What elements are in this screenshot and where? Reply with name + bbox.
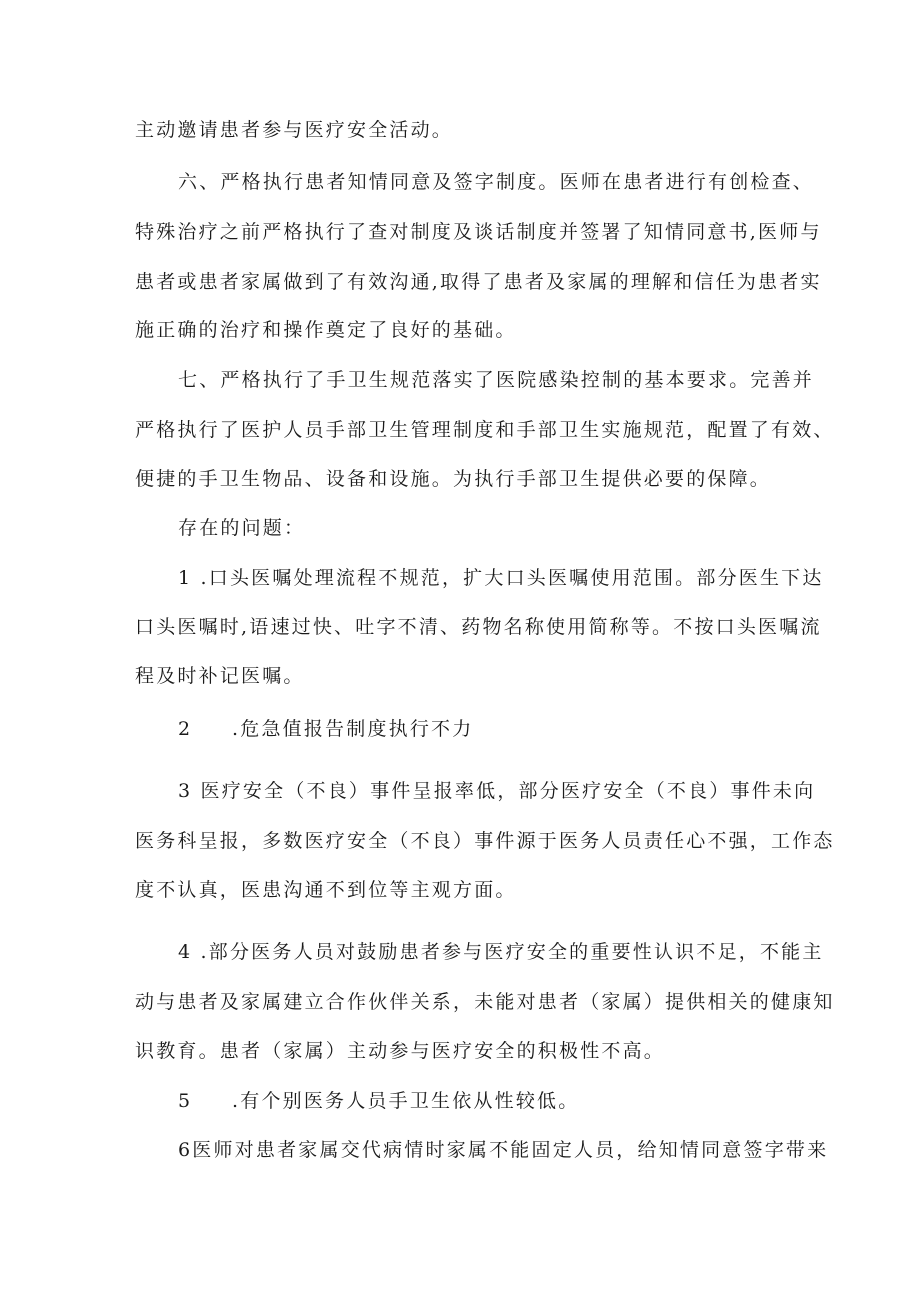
- text-line: 动与患者及家属建立合作伙伴关系，未能对患者（家属）提供相关的健康知: [135, 991, 835, 1013]
- text-line: 6医师对患者家属交代病情时家属不能固定人员，给知情同意签字带来: [178, 1139, 829, 1161]
- list-number: 2: [178, 718, 193, 740]
- text-line: 患者或患者家属做到了有效沟通,取得了患者及家属的理解和信任为患者实: [135, 271, 822, 293]
- list-number: 5: [178, 1090, 193, 1112]
- text-line: 识教育。患者（家属）主动参与医疗安全的积极性不高。: [135, 1040, 666, 1062]
- text-line: 1 .口头医嘱处理流程不规范，扩大口头医嘱使用范围。部分医生下达: [178, 567, 824, 589]
- text-line: 3 医疗安全（不良）事件呈报率低，部分医疗安全（不良）事件未向: [178, 780, 816, 802]
- text-line: 4 .部分医务人员对鼓励患者参与医疗安全的重要性认识不足，不能主: [178, 941, 824, 963]
- text-line: 度不认真，医患沟通不到位等主观方面。: [135, 879, 517, 901]
- text-line: .有个别医务人员手卫生依从性较低。: [232, 1090, 580, 1112]
- text-line: 口头医嘱时,语速过快、吐字不清、药物名称使用简称等。不按口头医嘱流: [135, 616, 822, 638]
- text-line: 主动邀请患者参与医疗安全活动。: [135, 119, 454, 141]
- text-line: 便捷的手卫生物品、设备和设施。为执行手部卫生提供必要的保障。: [135, 468, 772, 490]
- text-line: 七、严格执行了手卫生规范落实了医院感染控制的基本要求。完善并: [178, 369, 815, 391]
- section-heading: 存在的问题：: [178, 517, 306, 539]
- text-line: .危急值报告制度执行不力: [232, 718, 474, 740]
- text-line: 程及时补记医嘱。: [135, 665, 305, 687]
- text-line: 施正确的治疗和操作奠定了良好的基础。: [135, 319, 517, 341]
- text-line: 严格执行了医护人员手部卫生管理制度和手部卫生实施规范，配置了有效、: [135, 419, 835, 441]
- text-line: 六、严格执行患者知情同意及签字制度。医师在患者进行有创检查、: [178, 171, 815, 193]
- text-line: 特殊治疗之前严格执行了查对制度及谈话制度并签署了知情同意书,医师与: [135, 221, 822, 243]
- text-line: 医务科呈报，多数医疗安全（不良）事件源于医务人员责任心不强，工作态: [135, 830, 835, 852]
